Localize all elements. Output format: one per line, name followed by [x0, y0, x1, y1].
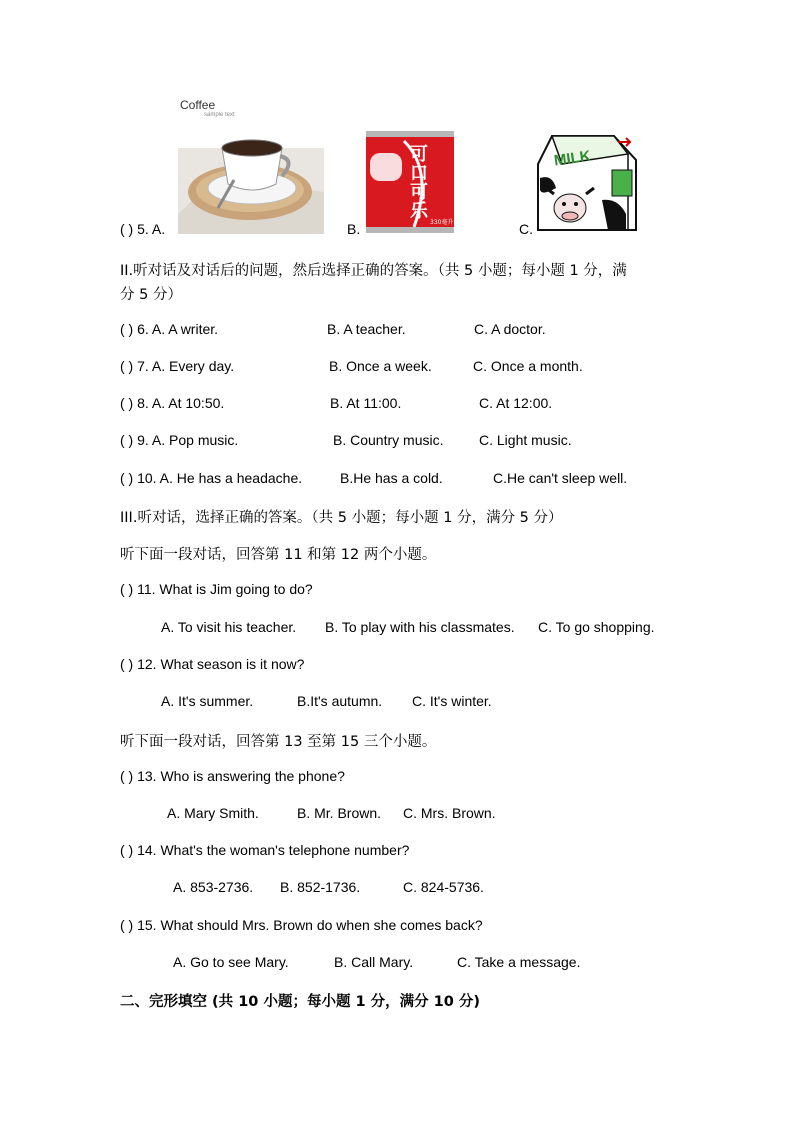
q14-stem: ( ) 14. What's the woman's telephone number? [120, 842, 410, 858]
q11-option-b: B. To play with his classmates. [325, 619, 515, 635]
q9-option-c: C. Light music. [479, 432, 572, 448]
q8-option-c: C. At 12:00. [479, 395, 553, 411]
section2-title-line1: II.听对话及对话后的问题，然后选择正确的答案。（共 5 小题；每小题 1 分，满 [120, 263, 627, 279]
q6-stem: ( ) 6. A. A writer. [120, 321, 219, 337]
q15-option-c: C. Take a message. [457, 954, 581, 970]
q6-option-b: B. A teacher. [327, 321, 406, 337]
part2-title: 二、完形填空 (共 10 小题；每小题 1 分，满分 10 分) [120, 994, 481, 1010]
q11-option-a: A. To visit his teacher. [161, 619, 297, 635]
section3-title: III.听对话，选择正确的答案。（共 5 小题；每小题 1 分，满分 5 分） [120, 510, 563, 526]
cola-volume-text: 330毫升 [430, 219, 454, 226]
q13-option-b: B. Mr. Brown. [297, 805, 382, 821]
q5-option-c-label: C. [519, 221, 533, 237]
q13-option-c: C. Mrs. Brown. [403, 805, 496, 821]
milk-text: MILK [552, 147, 592, 170]
cola-brand-text: 可口可乐 [410, 144, 428, 222]
section3-intro-2: 听下面一段对话，回答第 13 至第 15 三个小题。 [120, 734, 437, 750]
q6-option-c: C. A doctor. [474, 321, 546, 337]
q5-option-b-label: B. [347, 221, 361, 237]
q10-option-b: B.He has a cold. [340, 470, 443, 486]
q9-option-b: B. Country music. [333, 432, 444, 448]
q15-option-a: A. Go to see Mary. [173, 954, 289, 970]
q14-option-a: A. 853-2736. [173, 879, 254, 895]
q7-stem: ( ) 7. A. Every day. [120, 358, 235, 374]
coffee-subcaption: sample text [204, 112, 235, 118]
q11-option-c: C. To go shopping. [538, 619, 655, 635]
q15-stem: ( ) 15. What should Mrs. Brown do when she comes back? [120, 917, 483, 933]
q8-option-b: B. At 11:00. [330, 395, 402, 411]
q5-stem: ( ) 5. A. [120, 221, 166, 237]
q8-stem: ( ) 8. A. At 10:50. [120, 395, 225, 411]
q15-option-b: B. Call Mary. [334, 954, 414, 970]
q13-stem: ( ) 13. Who is answering the phone? [120, 768, 345, 784]
milk-carton-image [532, 134, 642, 234]
q11-stem: ( ) 11. What is Jim going to do? [120, 581, 313, 597]
q10-option-c: C.He can't sleep well. [493, 470, 628, 486]
q10-stem: ( ) 10. A. He has a headache. [120, 470, 303, 486]
q14-option-c: C. 824-5736. [403, 879, 484, 895]
q12-option-b: B.It's autumn. [297, 693, 383, 709]
coffee-caption: Coffee [180, 98, 216, 112]
q12-stem: ( ) 12. What season is it now? [120, 656, 305, 672]
section2-title-line2: 分 5 分） [120, 287, 182, 303]
q7-option-b: B. Once a week. [329, 358, 432, 374]
q12-option-a: A. It's summer. [161, 693, 254, 709]
q9-stem: ( ) 9. A. Pop music. [120, 432, 239, 448]
q12-option-c: C. It's winter. [412, 693, 492, 709]
q14-option-b: B. 852-1736. [280, 879, 361, 895]
cola-can-image [364, 131, 456, 233]
section3-intro-1: 听下面一段对话，回答第 11 和第 12 两个小题。 [120, 547, 437, 563]
q13-option-a: A. Mary Smith. [167, 805, 259, 821]
q7-option-c: C. Once a month. [473, 358, 583, 374]
coffee-image [178, 96, 324, 234]
